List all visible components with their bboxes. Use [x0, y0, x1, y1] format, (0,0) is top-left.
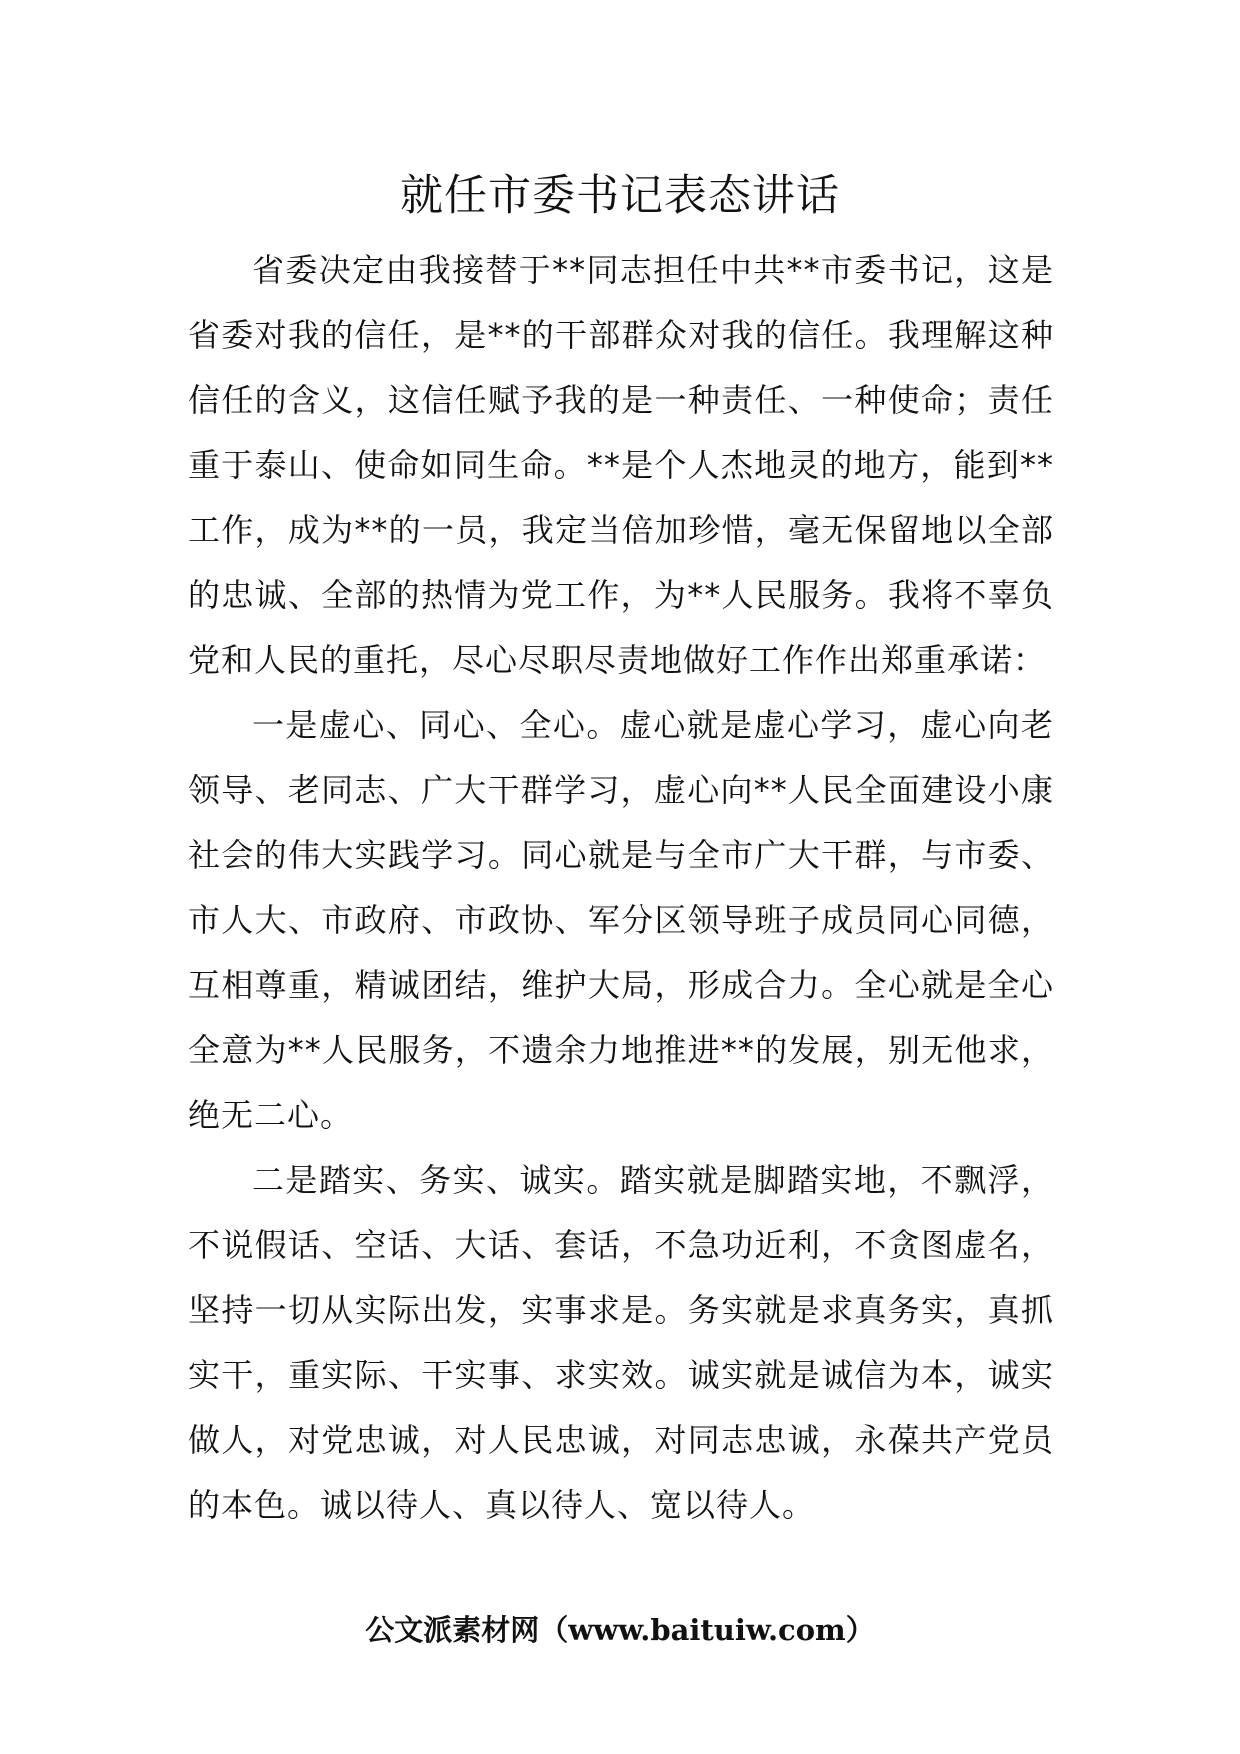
paragraph-point-one: 一是虚心、同心、全心。虚心就是虚心学习，虚心向老领导、老同志、广大干群学习，虚心向**人民全面建设小康社会的伟大实践学习。同心就是与全市广大干群，与市委、市人大、市政府、市政协、军分区领导班子成员同心同德，互相尊重，精诚团结，维护大局，形成合力。全心就是全心全意为**人民服务，不遗余力地推进**的发展，别无他求，绝无二心。 — [188, 706, 1054, 1134]
paragraph-point-two: 二是踏实、务实、诚实。踏实就是脚踏实地，不飘浮，不说假话、空话、大话、套话，不急功近利，不贪图虚名，坚持一切从实际出发，实事求是。务实就是求真务实，真抓实干，重实际、干实事、求实效。诚实就是诚信为本，诚实做人，对党忠诚，对人民忠诚，对同志忠诚，永葆共产党员的本色。诚以待人、真以待人、宽以待人。 — [188, 1161, 1054, 1524]
document-title: 就任市委书记表态讲话 — [400, 171, 840, 221]
document-body — [188, 238, 1054, 1538]
paragraph-intro: 省委决定由我接替于**同志担任中共**市委书记，这是省委对我的信任，是**的干部群众对我的信任。我理解这种信任的含义，这信任赋予我的是一种责任、一种使命；责任重于泰山、使命如同生命。**是个人杰地灵的地方，能到**工作，成为**的一员，我定当倍加珍惜，毫无保留地以全部的忠诚、全部的热情为党工作，为**人民服务。我将不辜负党和人民的重托，尽心尽职尽责地做好工作作出郑重承诺： — [188, 251, 1054, 679]
source-footer: 公文派素材网（www.baituiw.com） — [365, 1613, 875, 1647]
